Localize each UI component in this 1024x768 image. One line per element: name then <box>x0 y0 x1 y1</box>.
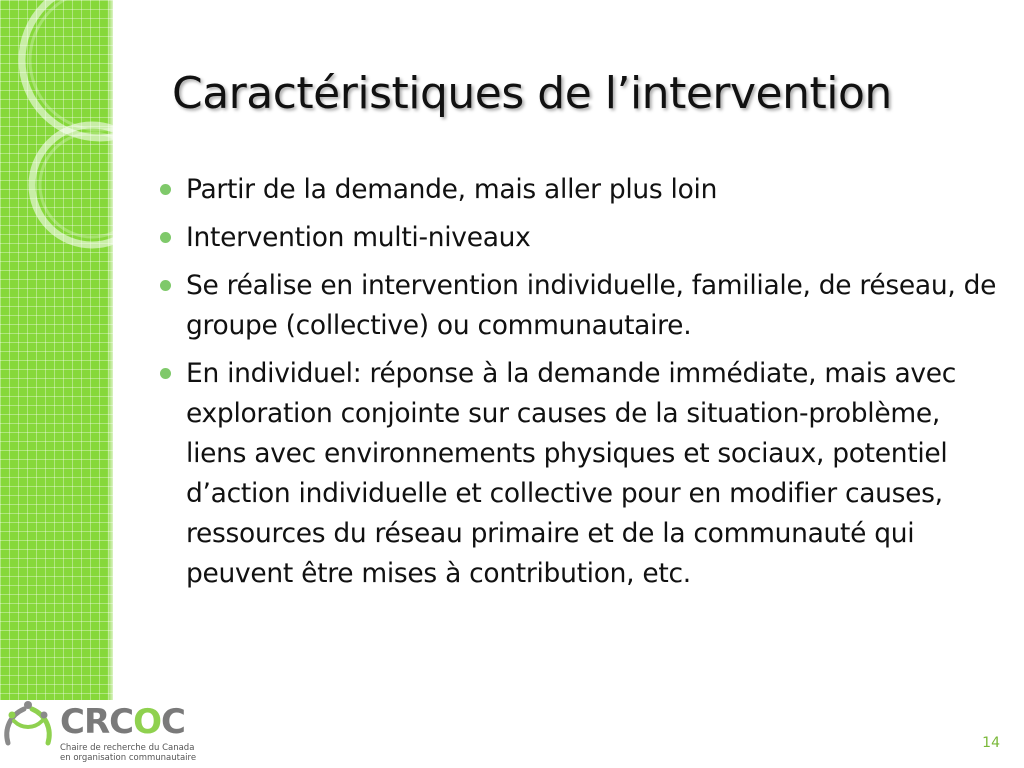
logo-wordmark: CRCOC <box>60 702 185 742</box>
bullet-item <box>160 218 1000 258</box>
bullet-dot-icon <box>160 368 171 379</box>
bullet-list <box>160 170 1000 602</box>
bullet-item <box>160 266 1000 346</box>
slide-title: Caractéristiques de l’intervention <box>172 68 892 119</box>
bullet-dot-icon <box>160 280 171 291</box>
bullet-text: Intervention multi-niveaux <box>186 222 531 253</box>
bullet-item <box>160 170 1000 210</box>
logo-subtitle: Chaire de recherche du Canada en organisation communautaire <box>60 743 197 763</box>
bullet-text: En individuel: réponse à la demande immédiate, mais avec exploration conjointe sur causes de la situation-problème, liens avec environnements physiques et sociaux, potentiel d’action individuelle et collective pour en modifier causes, ressources du réseau primaire et de la communauté qui peuvent être mises à contribution, etc. <box>186 358 957 589</box>
page-number: 14 <box>982 735 1000 751</box>
logo-people-icon <box>2 699 54 749</box>
bullet-text: Se réalise en intervention individuelle, familiale, de réseau, de groupe (collective) ou communautaire. <box>186 270 997 341</box>
bullet-dot-icon <box>160 232 171 243</box>
crcoc-logo <box>2 697 212 767</box>
bullet-dot-icon <box>160 184 171 195</box>
bullet-item <box>160 354 1000 594</box>
decorative-rings <box>0 0 160 280</box>
bullet-text: Partir de la demande, mais aller plus loin <box>186 174 718 205</box>
